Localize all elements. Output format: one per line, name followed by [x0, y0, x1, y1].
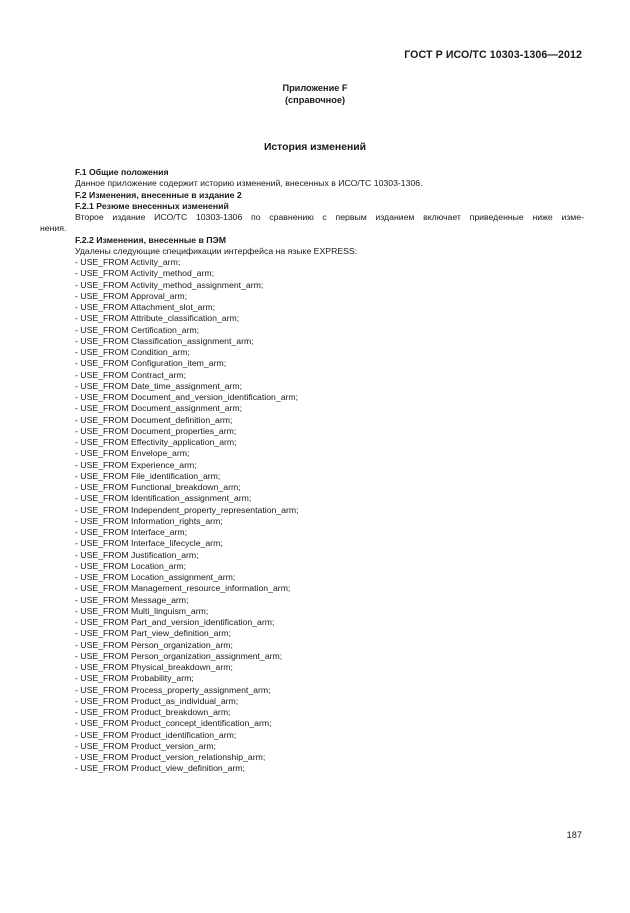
document-standard-header: ГОСТ Р ИСО/ТС 10303-1306—2012	[404, 49, 582, 61]
list-item: - USE_FROM Person_organization_assignment_arm;	[75, 650, 283, 661]
page-title: История изменений	[263, 142, 367, 153]
list-item: - USE_FROM Part_and_version_identification_arm;	[75, 617, 275, 627]
document-body	[40, 167, 584, 775]
list-item: - USE_FROM Experience_arm;	[75, 459, 197, 470]
list-item: - USE_FROM Activity_arm;	[75, 257, 181, 267]
list-item: - USE_FROM Functional_breakdown_arm;	[75, 482, 241, 492]
list-item: - USE_FROM Identification_assignment_arm;	[75, 493, 252, 504]
list-item: - USE_FROM Multi_linguism_arm;	[75, 605, 209, 616]
list-item: - USE_FROM Configuration_item_arm;	[75, 358, 227, 369]
list-item: - USE_FROM Person_organization_arm;	[75, 639, 233, 650]
list-item: - USE_FROM Condition_arm;	[75, 347, 190, 357]
list-item: - USE_FROM Product_concept_identification_arm;	[75, 718, 272, 729]
appendix-type: (справочное)	[284, 95, 345, 105]
list-item: - USE_FROM Independent_property_representation_arm;	[75, 504, 299, 515]
list-item: - USE_FROM Physical_breakdown_arm;	[75, 662, 233, 672]
appendix-heading	[0, 82, 630, 106]
list-item: - USE_FROM Product_as_individual_arm;	[75, 695, 239, 706]
list-item: - USE_FROM Envelope_arm;	[75, 448, 190, 459]
list-item: - USE_FROM Location_arm;	[75, 560, 187, 571]
list-item: - USE_FROM Interface_arm;	[75, 527, 188, 537]
list-item: - USE_FROM Probability_arm;	[75, 673, 194, 684]
section-f1-text: Данное приложение содержит историю изменений, внесенных в ИСО/ТС 10303-1306.	[75, 178, 423, 189]
section-f21-text-line2: нения.	[40, 223, 67, 234]
list-item: - USE_FROM Classification_assignment_arm;	[75, 335, 254, 346]
section-f2-heading: F.2 Изменения, внесенные в издание 2	[75, 189, 242, 200]
list-item: - USE_FROM Interface_lifecycle_arm;	[75, 538, 223, 549]
list-item: - USE_FROM Activity_method_arm;	[75, 268, 215, 279]
list-item: - USE_FROM Effectivity_application_arm;	[75, 437, 237, 447]
list-item: - USE_FROM Part_view_definition_arm;	[75, 628, 231, 639]
list-item: - USE_FROM Contract_arm;	[75, 369, 187, 380]
list-item: - USE_FROM Location_assignment_arm;	[75, 572, 236, 582]
list-item: - USE_FROM Product_version_arm;	[75, 740, 216, 751]
list-item: - USE_FROM Product_identification_arm;	[75, 729, 237, 740]
list-item: - USE_FROM Document_and_version_identification_arm;	[75, 392, 299, 402]
list-item: - USE_FROM Date_time_assignment_arm;	[75, 380, 243, 391]
list-item: - USE_FROM Activity_method_assignment_arm;	[75, 279, 264, 290]
appendix-label: Приложение F	[282, 83, 348, 93]
list-item: - USE_FROM Document_properties_arm;	[75, 425, 237, 436]
list-item: - USE_FROM Approval_arm;	[75, 290, 188, 301]
list-item: - USE_FROM File_identification_arm;	[75, 470, 221, 481]
list-item: - USE_FROM Product_breakdown_arm;	[75, 707, 231, 717]
list-item: - USE_FROM Attribute_classification_arm;	[75, 313, 240, 324]
removed-items-list	[40, 257, 584, 775]
section-f22-heading: F.2.2 Изменения, внесенные в ПЭМ	[75, 234, 226, 245]
list-item: - USE_FROM Attachment_slot_arm;	[75, 302, 216, 312]
list-item: - USE_FROM Certification_arm;	[75, 324, 200, 335]
list-item: - USE_FROM Document_assignment_arm;	[75, 403, 243, 414]
list-item: - USE_FROM Process_property_assignment_arm;	[75, 684, 271, 695]
list-item: - USE_FROM Product_version_relationship_arm;	[75, 752, 266, 762]
list-item: - USE_FROM Information_rights_arm;	[75, 515, 223, 526]
section-f22-text: Удалены следующие спецификации интерфейса на языке EXPRESS:	[75, 245, 358, 256]
section-f21-heading: F.2.1 Резюме внесенных изменений	[75, 200, 229, 211]
page-number: 187	[566, 830, 582, 840]
list-item: - USE_FROM Document_definition_arm;	[75, 414, 233, 425]
section-f1-heading: F.1 Общие положения	[75, 167, 169, 177]
list-item: - USE_FROM Justification_arm;	[75, 549, 199, 560]
list-item: - USE_FROM Management_resource_information_arm;	[75, 583, 291, 594]
list-item: - USE_FROM Message_arm;	[75, 594, 189, 605]
list-item: - USE_FROM Product_view_definition_arm;	[75, 763, 245, 774]
section-f21-text-line1: Второе издание ИСО/ТС 10303-1306 по сравнению с первым изданием включает приведенные ниже изме-	[75, 212, 584, 222]
